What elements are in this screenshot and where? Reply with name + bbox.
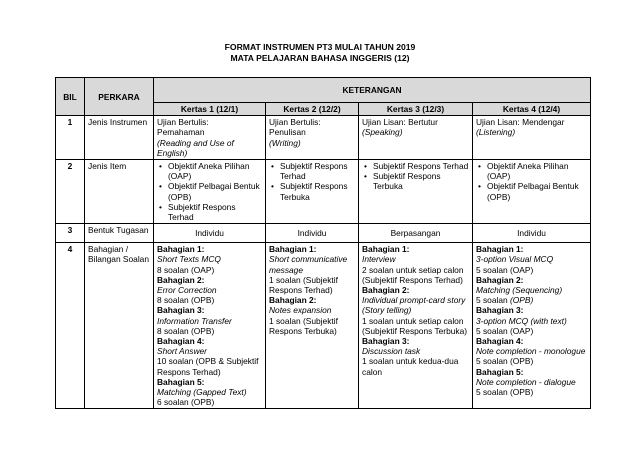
- section-count-wrap: [476, 295, 587, 305]
- section-heading: Bahagian 3:: [362, 336, 410, 347]
- cell-kertas-4: Individu: [473, 224, 591, 243]
- cell-line: Ujian Lisan: Mendengar: [476, 117, 565, 128]
- list-item: • Objektif Aneka Pilihan (OAP): [168, 161, 262, 181]
- section-task: Matching (Gapped Text): [157, 387, 247, 398]
- list-item: • Subjektif Respons Terhad: [373, 161, 469, 171]
- section-count: 10 soalan (OPB & Subjektif Respons Terhad): [157, 356, 259, 377]
- header-kertas-1: Kertas 1 (12/1): [154, 103, 266, 116]
- section-count: 1 soalan (Subjektif Respons Terbuka): [269, 315, 338, 336]
- section-count: 1 soalan untuk kedua-dua calon: [362, 356, 459, 377]
- section-count: 5 soalan (OPB): [476, 356, 534, 367]
- doc-title-line1: FORMAT INSTRUMEN PT3 MULAI TAHUN 2019: [224, 42, 416, 52]
- item-type-list: [157, 161, 262, 222]
- section-count: 8 soalan (OPB): [157, 325, 215, 336]
- section-heading: Bahagian 3:: [157, 305, 205, 316]
- cell-kertas-4: [473, 116, 591, 160]
- list-item: • Objektif Aneka Pilihan (OAP): [487, 161, 587, 181]
- section-count: 5 soalan (OAP): [476, 325, 534, 336]
- item-type-list: [476, 161, 587, 202]
- section-heading: Bahagian 4:: [157, 336, 205, 347]
- list-item: • Subjektif Respons Terhad: [280, 161, 355, 181]
- section-count: 1 soalan untuk setiap calon (Subjektif Respons Terbuka): [362, 315, 468, 336]
- section-task: Short Texts MCQ: [157, 254, 221, 265]
- format-table: [55, 77, 591, 409]
- section-task: Matching (Sequencing): [476, 285, 563, 296]
- table-row: [56, 224, 591, 243]
- cell-kertas-3: Berpasangan: [359, 224, 473, 243]
- section-count: 5 soalan (OPB): [476, 387, 534, 398]
- table-row: [56, 243, 591, 409]
- section-heading: Bahagian 2:: [157, 274, 205, 285]
- cell-kertas-3: [359, 116, 473, 160]
- section-task: Discussion task: [362, 346, 421, 357]
- cell-kertas-4: [473, 243, 591, 409]
- section-heading: Bahagian 2:: [269, 295, 317, 306]
- list-item: • Objektif Pelbagai Bentuk (OPB): [487, 181, 587, 201]
- cell-line: (Listening): [476, 127, 516, 138]
- list-item: • Subjektif Respons Terhad: [168, 202, 262, 222]
- cell-line: (Speaking): [362, 127, 403, 138]
- cell-line: Ujian Lisan: Bertutur: [362, 117, 438, 128]
- cell-kertas-3: [359, 160, 473, 224]
- section-count: 2 soalan untuk setiap calon (Subjektif Respons Terhad): [362, 264, 464, 285]
- section-heading: Bahagian 2:: [362, 285, 410, 296]
- table-row: [56, 160, 591, 224]
- cell-kertas-2: Individu: [266, 224, 359, 243]
- row-label: Jenis Item: [85, 160, 154, 224]
- cell-kertas-2: [266, 116, 359, 160]
- section-heading: Bahagian 1:: [476, 244, 524, 255]
- section-task: 3-option Visual MCQ: [476, 254, 554, 265]
- section-task: Notes expansion: [269, 305, 332, 316]
- item-type-list: [362, 161, 469, 192]
- table-row: [56, 116, 591, 160]
- section-count-italic: (OPB): [510, 295, 534, 306]
- list-item: • Subjektif Respons Terbuka: [280, 181, 355, 201]
- section-task: Information Transfer: [157, 315, 232, 326]
- cell-kertas-2: [266, 160, 359, 224]
- section-heading: Bahagian 1:: [157, 244, 205, 255]
- section-heading: Bahagian 5:: [476, 366, 524, 377]
- cell-kertas-1: [154, 160, 266, 224]
- cell-kertas-4: [473, 160, 591, 224]
- section-heading: Bahagian 5:: [157, 376, 205, 387]
- cell-line: (Reading and Use of English): [157, 137, 234, 158]
- section-task: Note completion - monologue: [476, 346, 586, 357]
- section-task: Individual prompt-card story (Story telling): [362, 295, 466, 316]
- section-count: 5 soalan (OAP): [476, 264, 534, 275]
- cell-kertas-2: [266, 243, 359, 409]
- section-heading: Bahagian 2:: [476, 274, 524, 285]
- row-number: 2: [56, 160, 85, 224]
- cell-kertas-1: [154, 243, 266, 409]
- section-heading: Bahagian 3:: [476, 305, 524, 316]
- doc-title-line2: MATA PELAJARAN BAHASA INGGERIS (12): [230, 53, 410, 63]
- cell-kertas-1: Individu: [154, 224, 266, 243]
- item-type-list: [269, 161, 355, 202]
- row-label: Bentuk Tugasan: [85, 224, 154, 243]
- section-heading: Bahagian 4:: [476, 336, 524, 347]
- list-item: • Objektif Pelbagai Bentuk (OPB): [168, 181, 262, 201]
- cell-line: Ujian Bertulis:: [269, 117, 321, 128]
- row-label: Bahagian / Bilangan Soalan: [85, 243, 154, 409]
- row-label: Jenis Instrumen: [85, 116, 154, 160]
- section-task: Short communicative message: [269, 254, 348, 275]
- section-task: Interview: [362, 254, 396, 265]
- cell-line: Penulisan: [269, 127, 306, 138]
- section-count: 8 soalan (OPB): [157, 295, 215, 306]
- section-task: 3-option MCQ (with text): [476, 315, 567, 326]
- row-number: 4: [56, 243, 85, 409]
- cell-line: Ujian Bertulis:: [157, 117, 209, 128]
- row-number: 1: [56, 116, 85, 160]
- list-item: • Subjektif Respons Terbuka: [373, 171, 469, 191]
- section-task: Note completion - dialogue: [476, 376, 576, 387]
- section-count: 8 soalan (OAP): [157, 264, 215, 275]
- header-kertas-3: Kertas 3 (12/3): [359, 103, 473, 116]
- section-task: Error Correction: [157, 285, 217, 296]
- section-count: 6 soalan (OPB): [157, 397, 215, 408]
- cell-line: Pemahaman: [157, 127, 205, 138]
- header-keterangan: KETERANGAN: [154, 78, 591, 103]
- cell-kertas-1: [154, 116, 266, 160]
- row-number: 3: [56, 224, 85, 243]
- header-bil: BIL: [56, 78, 85, 116]
- section-heading: Bahagian 1:: [269, 244, 317, 255]
- section-heading: Bahagian 1:: [362, 244, 410, 255]
- header-perkara: PERKARA: [85, 78, 154, 116]
- cell-line: (Writing): [269, 137, 301, 148]
- section-count: 5 soalan: [476, 295, 508, 306]
- section-task: Short Answer: [157, 346, 207, 357]
- header-kertas-2: Kertas 2 (12/2): [266, 103, 359, 116]
- section-count: 1 soalan (Subjektif Respons Terhad): [269, 274, 338, 296]
- cell-kertas-3: [359, 243, 473, 409]
- header-kertas-4: Kertas 4 (12/4): [473, 103, 591, 116]
